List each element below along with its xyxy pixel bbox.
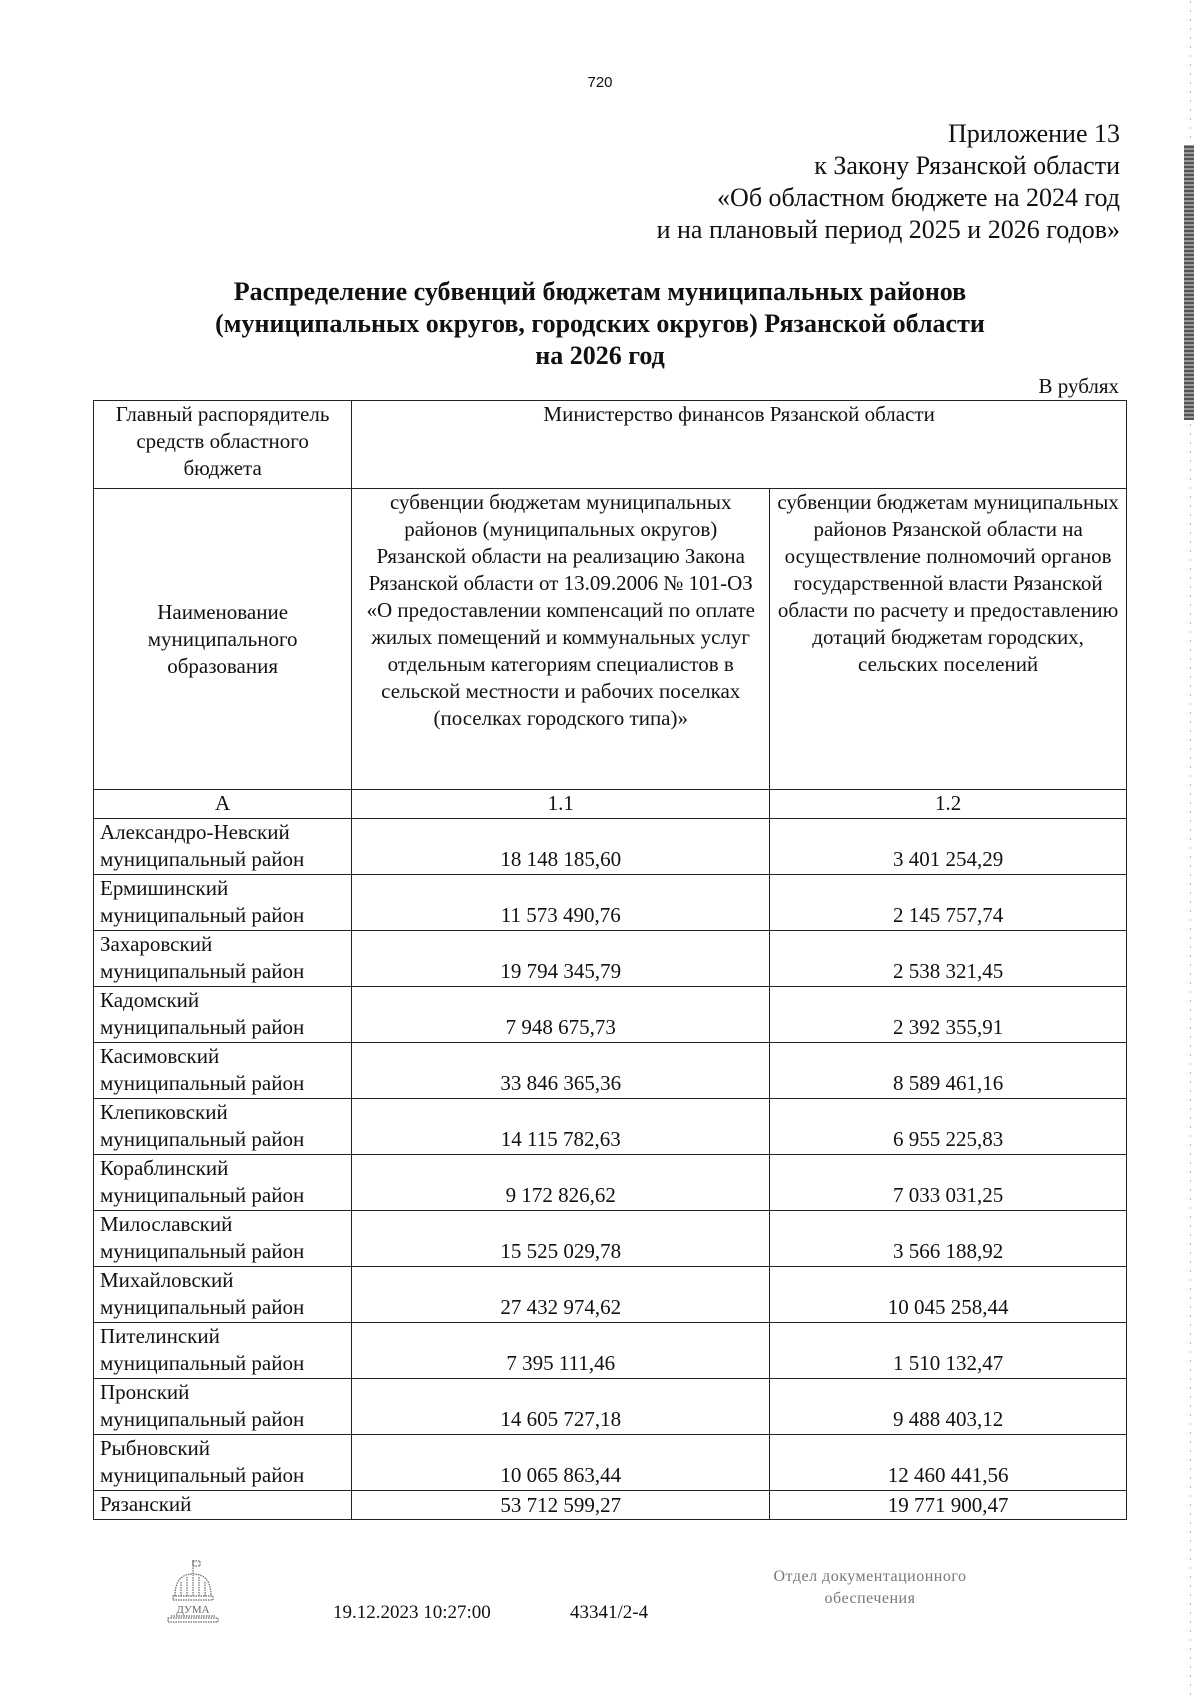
name-line-2: муниципальный район xyxy=(100,903,305,927)
name-line-1: Захаровский xyxy=(100,932,213,956)
column-header-1-1: субвенции бюджетам муниципальных районов (муниципальных округов) Рязанской области на реализацию Закона Рязанской области от 13.09.2006 № 101-ОЗ «О предоставлении компенсаций по оплате жилых помещений и коммунальных услуг отдельным категориям специалистов в сельской местности и рабочих поселках (поселках городского типа)» xyxy=(352,489,770,790)
title-line-1: Распределение субвенций бюджетам муниципальных районов xyxy=(233,277,967,306)
header-row-administrator xyxy=(94,401,1127,489)
value-1-1: 10 065 863,44 xyxy=(352,1435,770,1491)
name-line-1: Ермишинский xyxy=(100,876,229,900)
value-1-1: 7 948 675,73 xyxy=(352,987,770,1043)
value-1-1: 18 148 185,60 xyxy=(352,819,770,875)
value-1-1: 19 794 345,79 xyxy=(352,931,770,987)
table-row xyxy=(94,1267,1127,1323)
municipality-name xyxy=(94,1155,352,1211)
administrator-label: Главный распорядитель средств областного бюджета xyxy=(94,401,352,489)
municipality-name xyxy=(94,1323,352,1379)
name-line-1: Кадомский xyxy=(100,988,200,1012)
appendix-line-3: «Об областном бюджете на 2024 год xyxy=(717,183,1120,212)
value-1-2: 8 589 461,16 xyxy=(770,1043,1127,1099)
value-1-2: 2 538 321,45 xyxy=(770,931,1127,987)
name-line-1: Кораблинский xyxy=(100,1156,229,1180)
value-1-2: 9 488 403,12 xyxy=(770,1379,1127,1435)
index-1-1: 1.1 xyxy=(352,790,770,819)
name-line-2: муниципальный район xyxy=(100,1351,305,1375)
name-line-2: муниципальный район xyxy=(100,1183,305,1207)
registration-timestamp: 19.12.2023 10:27:00 xyxy=(333,1602,491,1623)
registration-number: 43341/2-4 xyxy=(570,1602,649,1623)
value-1-2: 3 401 254,29 xyxy=(770,819,1127,875)
value-1-2: 2 392 355,91 xyxy=(770,987,1127,1043)
table-row xyxy=(94,819,1127,875)
name-line-1: Пителинский xyxy=(100,1324,220,1348)
table-row xyxy=(94,1323,1127,1379)
title-line-3: на 2026 год xyxy=(535,341,665,370)
table-row xyxy=(94,1379,1127,1435)
page-number: 720 xyxy=(587,74,613,91)
name-line-2: муниципальный район xyxy=(100,847,305,871)
value-1-1: 9 172 826,62 xyxy=(352,1155,770,1211)
table-row xyxy=(94,1435,1127,1491)
appendix-line-2: к Закону Рязанской области xyxy=(814,151,1120,180)
appendix-line-1: Приложение 13 xyxy=(947,119,1120,148)
municipality-name xyxy=(94,931,352,987)
department-line-2: обеспечения xyxy=(824,1590,916,1607)
name-line-1: Рыбновский xyxy=(100,1436,211,1460)
municipality-name xyxy=(94,1435,352,1491)
svg-text:ДУМА: ДУМА xyxy=(176,1604,210,1616)
value-1-2: 3 566 188,92 xyxy=(770,1211,1127,1267)
name-line-2: муниципальный район xyxy=(100,1239,305,1263)
municipality-name xyxy=(94,819,352,875)
value-1-2: 1 510 132,47 xyxy=(770,1323,1127,1379)
appendix-reference xyxy=(657,118,1120,246)
name-line-2: муниципальный район xyxy=(100,1127,305,1151)
header-row-columns xyxy=(94,489,1127,790)
document-title xyxy=(0,276,1200,372)
table-row xyxy=(94,1043,1127,1099)
column-header-1-2: субвенции бюджетам муниципальных районов Рязанской области на осуществление полномочий органов государственной власти Рязанской области по расчету и предоставлению дотаций бюджетам городских, сельских поселений xyxy=(770,489,1127,790)
name-line-2: муниципальный район xyxy=(100,1407,305,1431)
scan-edge-artifact xyxy=(1172,0,1200,1695)
table-row xyxy=(94,1099,1127,1155)
administrator-value: Министерство финансов Рязанской области xyxy=(352,401,1127,489)
value-1-1: 14 605 727,18 xyxy=(352,1379,770,1435)
table-row xyxy=(94,931,1127,987)
appendix-line-4: и на плановый период 2025 и 2026 годов» xyxy=(656,215,1120,244)
name-line-2: муниципальный район xyxy=(100,1015,305,1039)
municipality-name xyxy=(94,1379,352,1435)
table-row xyxy=(94,1491,1127,1520)
municipality-name xyxy=(94,875,352,931)
header-row-index xyxy=(94,790,1127,819)
municipality-name xyxy=(94,1043,352,1099)
name-line-1: Михайловский xyxy=(100,1268,234,1292)
index-a: А xyxy=(94,790,352,819)
value-1-1: 11 573 490,76 xyxy=(352,875,770,931)
value-1-2: 6 955 225,83 xyxy=(770,1099,1127,1155)
table-row xyxy=(94,1211,1127,1267)
value-1-1: 14 115 782,63 xyxy=(352,1099,770,1155)
value-1-1: 7 395 111,46 xyxy=(352,1323,770,1379)
name-line-2: муниципальный район xyxy=(100,959,305,983)
value-1-2: 2 145 757,74 xyxy=(770,875,1127,931)
name-line-2: муниципальный район xyxy=(100,1295,305,1319)
name-line-1: Клепиковский xyxy=(100,1100,228,1124)
municipality-name xyxy=(94,1099,352,1155)
table-row xyxy=(94,987,1127,1043)
value-1-2: 12 460 441,56 xyxy=(770,1435,1127,1491)
value-1-1: 27 432 974,62 xyxy=(352,1267,770,1323)
municipality-name: Рязанский xyxy=(94,1491,352,1520)
duma-building-logo-icon xyxy=(165,1558,221,1628)
department-stamp xyxy=(700,1566,1040,1610)
municipality-name xyxy=(94,1211,352,1267)
name-line-1: Пронский xyxy=(100,1380,190,1404)
value-1-2: 7 033 031,25 xyxy=(770,1155,1127,1211)
value-1-1: 15 525 029,78 xyxy=(352,1211,770,1267)
name-line-1: Александро-Невский xyxy=(100,820,290,844)
department-line-1: Отдел документационного xyxy=(773,1568,967,1585)
table-row xyxy=(94,1155,1127,1211)
municipality-name xyxy=(94,987,352,1043)
value-1-1: 33 846 365,36 xyxy=(352,1043,770,1099)
municipality-name xyxy=(94,1267,352,1323)
value-1-1: 53 712 599,27 xyxy=(352,1491,770,1520)
value-1-2: 10 045 258,44 xyxy=(770,1267,1127,1323)
name-line-1: Милославский xyxy=(100,1212,233,1236)
subventions-table xyxy=(93,400,1127,1520)
scan-bar xyxy=(1184,145,1194,420)
value-1-2: 19 771 900,47 xyxy=(770,1491,1127,1520)
index-1-2: 1.2 xyxy=(770,790,1127,819)
title-line-2: (муниципальных округов, городских округов) Рязанской области xyxy=(215,309,985,338)
name-line-1: Касимовский xyxy=(100,1044,220,1068)
name-line-2: муниципальный район xyxy=(100,1463,305,1487)
units-label: В рублях xyxy=(1038,374,1119,398)
column-header-name: Наименование муниципального образования xyxy=(94,489,352,790)
table-row xyxy=(94,875,1127,931)
name-line-2: муниципальный район xyxy=(100,1071,305,1095)
